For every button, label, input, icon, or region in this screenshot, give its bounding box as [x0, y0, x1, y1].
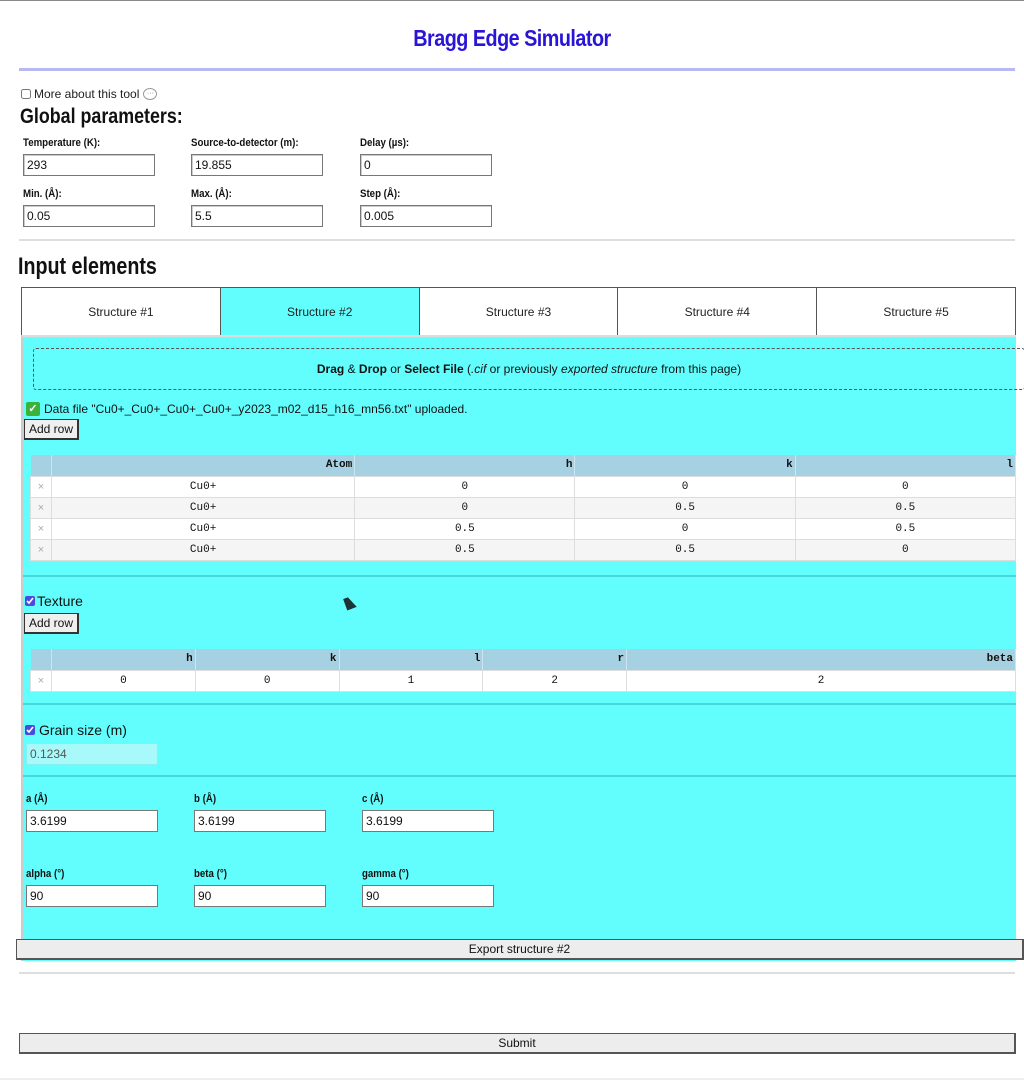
texture-table — [30, 649, 1016, 692]
more-about-label: More about this tool — [34, 87, 140, 101]
cif-text: .cif — [470, 362, 487, 376]
section-divider — [19, 972, 1015, 974]
add-atom-row-button[interactable]: Add row — [24, 419, 79, 440]
tab-structure-1[interactable]: Structure #1 — [22, 288, 221, 335]
atom-cell[interactable]: Cu0+ — [52, 497, 355, 518]
texture-l-cell[interactable]: 1 — [339, 670, 483, 691]
lattice-beta-input[interactable] — [194, 885, 326, 907]
k-cell[interactable]: 0 — [575, 518, 795, 539]
max-input[interactable] — [191, 205, 323, 227]
k-cell[interactable]: 0 — [575, 476, 795, 497]
source-to-detector-field — [191, 137, 323, 176]
atoms-table — [30, 455, 1016, 561]
lattice-c-field — [362, 793, 494, 832]
panel-divider — [23, 575, 1016, 577]
texture-k-header: k — [195, 649, 339, 670]
add-texture-row-button[interactable]: Add row — [24, 613, 79, 634]
h-cell[interactable]: 0.5 — [355, 518, 575, 539]
page-title: Bragg Edge Simulator — [413, 25, 611, 51]
lattice-gamma-label: gamma (°) — [362, 868, 409, 880]
grain-size-toggle[interactable] — [24, 722, 127, 738]
global-parameters-heading: Global parameters: — [20, 105, 183, 128]
temperature-input[interactable] — [23, 154, 155, 176]
atom-cell[interactable]: Cu0+ — [52, 539, 355, 560]
structure-tabs — [21, 287, 1016, 335]
delete-row-icon[interactable]: × — [31, 539, 52, 560]
atom-cell[interactable]: Cu0+ — [52, 476, 355, 497]
texture-r-header: r — [483, 649, 627, 670]
h-cell[interactable]: 0.5 — [355, 539, 575, 560]
title-divider — [19, 68, 1015, 71]
file-dropzone[interactable] — [33, 348, 1024, 390]
or-text: or — [386, 362, 405, 376]
more-about-checkbox[interactable] — [21, 89, 31, 99]
submit-button[interactable]: Submit — [19, 1033, 1016, 1054]
lattice-alpha-label: alpha (°) — [26, 868, 65, 880]
lattice-a-input[interactable] — [26, 810, 158, 832]
table-row — [31, 476, 1016, 497]
speech-bubble-icon[interactable]: ··· — [143, 88, 157, 100]
grain-size-input[interactable] — [26, 743, 158, 765]
max-label: Max. (Å): — [191, 188, 232, 200]
lattice-beta-field — [194, 868, 326, 907]
table-row — [31, 497, 1016, 518]
h-cell[interactable]: 0 — [355, 476, 575, 497]
panel-divider — [23, 703, 1016, 705]
h-column-header: h — [355, 455, 575, 476]
delete-row-icon[interactable]: × — [31, 518, 52, 539]
step-field — [360, 188, 492, 227]
texture-l-header: l — [339, 649, 483, 670]
lattice-a-label: a (Å) — [26, 793, 48, 805]
exported-text: exported structure — [561, 362, 658, 376]
lattice-gamma-input[interactable] — [362, 885, 494, 907]
temperature-field — [23, 137, 155, 176]
k-column-header: k — [575, 455, 795, 476]
table-row — [31, 539, 1016, 560]
texture-toggle[interactable] — [24, 593, 83, 609]
lattice-beta-label: beta (°) — [194, 868, 227, 880]
step-input[interactable] — [360, 205, 492, 227]
table-row — [31, 518, 1016, 539]
source-to-detector-input[interactable] — [191, 154, 323, 176]
structure-panel — [21, 335, 1016, 961]
min-input[interactable] — [23, 205, 155, 227]
export-structure-button[interactable]: Export structure #2 — [16, 939, 1024, 960]
l-column-header: l — [795, 455, 1015, 476]
delay-input[interactable] — [360, 154, 492, 176]
texture-h-cell[interactable]: 0 — [52, 670, 196, 691]
max-field — [191, 188, 323, 227]
atom-column-header: Atom — [52, 455, 355, 476]
grain-size-label: Grain size (m) — [39, 722, 127, 738]
section-divider — [19, 239, 1015, 241]
paren-text: ( — [463, 362, 471, 376]
texture-label: Texture — [37, 593, 83, 609]
lattice-c-label: c (Å) — [362, 793, 384, 805]
tail-text: from this page) — [657, 362, 742, 376]
temperature-label: Temperature (K): — [23, 137, 101, 149]
l-cell[interactable]: 0 — [795, 539, 1015, 560]
tab-structure-3[interactable]: Structure #3 — [420, 288, 619, 335]
texture-beta-cell[interactable]: 2 — [627, 670, 1016, 691]
lattice-alpha-field — [26, 868, 158, 907]
middle-text: or previously — [486, 362, 562, 376]
lattice-alpha-input[interactable] — [26, 885, 158, 907]
atom-cell[interactable]: Cu0+ — [52, 518, 355, 539]
delete-row-icon[interactable]: × — [31, 476, 52, 497]
tab-structure-5[interactable]: Structure #5 — [817, 288, 1015, 335]
lattice-b-label: b (Å) — [194, 793, 217, 805]
tab-structure-4[interactable]: Structure #4 — [618, 288, 817, 335]
l-cell[interactable]: 0 — [795, 476, 1015, 497]
delay-label: Delay (µs): — [360, 137, 410, 149]
upload-message: Data file "Cu0+_Cu0+_Cu0+_Cu0+_y2023_m02_d15_h16_mn56.txt" uploaded. — [44, 402, 468, 416]
l-cell[interactable]: 0.5 — [795, 518, 1015, 539]
input-elements-heading: Input elements — [18, 253, 157, 280]
drag-text: Drag — [316, 362, 345, 376]
delete-row-icon[interactable]: × — [31, 497, 52, 518]
panel-divider — [23, 775, 1016, 777]
h-cell[interactable]: 0 — [355, 497, 575, 518]
table-row — [31, 670, 1016, 691]
texture-h-header: h — [52, 649, 196, 670]
drop-text: Drop — [358, 362, 387, 376]
l-cell[interactable]: 0.5 — [795, 497, 1015, 518]
texture-beta-header: beta — [627, 649, 1016, 670]
lattice-b-input[interactable] — [194, 810, 326, 832]
lattice-b-field — [194, 793, 326, 832]
k-cell[interactable]: 0.5 — [575, 497, 795, 518]
lattice-gamma-field — [362, 868, 494, 907]
delay-field — [360, 137, 492, 176]
select-file-link[interactable]: Select File — [404, 362, 464, 376]
upload-status — [26, 402, 468, 416]
delete-column-header — [31, 455, 52, 476]
texture-r-cell[interactable]: 2 — [483, 670, 627, 691]
check-mark-icon: ✓ — [26, 402, 40, 416]
lattice-c-input[interactable] — [362, 810, 494, 832]
lattice-a-field — [26, 793, 158, 832]
source-to-detector-label: Source-to-detector (m): — [191, 137, 299, 149]
delete-column-header — [31, 649, 52, 670]
min-field — [23, 188, 155, 227]
texture-checkbox[interactable] — [25, 596, 35, 606]
k-cell[interactable]: 0.5 — [575, 539, 795, 560]
min-label: Min. (Å): — [23, 188, 62, 200]
tab-structure-2[interactable]: Structure #2 — [221, 288, 420, 335]
step-label: Step (Å): — [360, 188, 401, 200]
delete-row-icon[interactable]: × — [31, 670, 52, 691]
texture-k-cell[interactable]: 0 — [195, 670, 339, 691]
more-about-toggle[interactable] — [21, 87, 157, 101]
grain-size-checkbox[interactable] — [25, 725, 35, 735]
amp-text: & — [344, 362, 359, 376]
